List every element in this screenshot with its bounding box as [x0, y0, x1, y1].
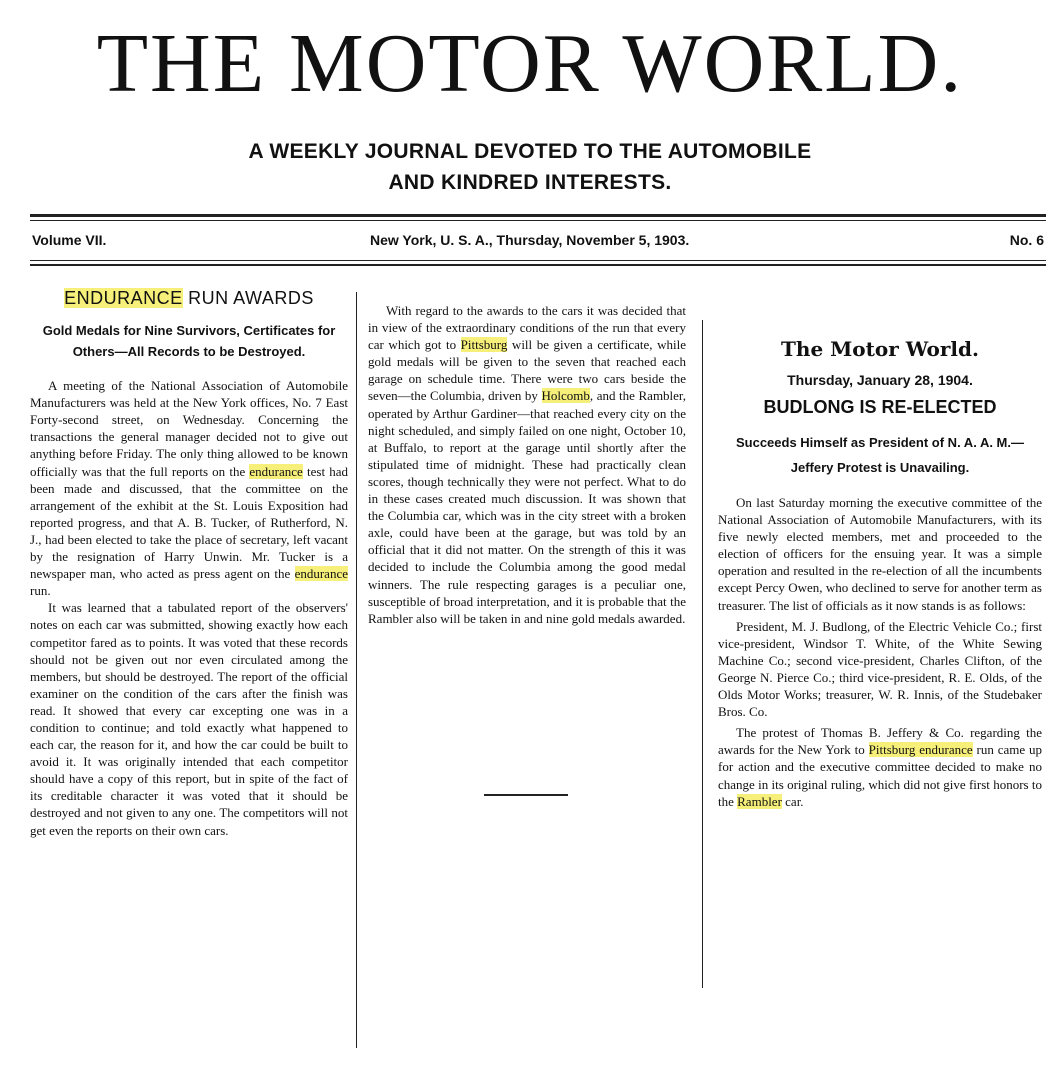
masthead-subtitle — [0, 136, 1060, 198]
article2-column — [718, 336, 1042, 810]
article1-deck: Gold Medals for Nine Survivors, Certificates for Others—All Records to be Destroyed. — [42, 323, 336, 360]
top-rule-thin — [30, 220, 1046, 221]
article2-paragraph-2: President, M. J. Budlong, of the Electric Vehicle Co.; first vice-president, Windsor T. White, of the White Sewing Machine Co.; second vice-president, Charles Clifton, of the George N. Pierce Co.; third vice-president, R. E. Olds, of the Olds Motor Works; treasurer, W. R. Innis, of the Studebaker Bros. Co. — [718, 618, 1042, 720]
article2-paragraph-3: The protest of Thomas B. Jeffery & Co. regarding the awards for the New York to Pittsburg endurance run came up for action and the executive committee decided to make no change in its original ruling, which did not give first honors to the Rambler car. — [718, 725, 1042, 809]
masthead-subtitle-line-1: A WEEKLY JOURNAL DEVOTED TO THE AUTOMOBILE — [248, 140, 812, 163]
highlight-rambler: Rambler — [737, 793, 782, 809]
dateline — [30, 232, 1046, 254]
dateline-rule-thick — [30, 264, 1046, 266]
column-divider-2 — [702, 320, 703, 988]
article1-paragraph-2: It was learned that a tabulated report of the observers' notes on each car was submitted, showing exactly how each competitor fared as to points. It was voted that these records should not be given out nor even circulated among the members, but should be destroyed. The report of the official examiner on the condition of the cars after the finish was read. It showed that every car excepting one was in a condition to continue; and told exactly what happened to each car, the reason for it, and how the car could be built to avoid it. It was originally intended that each competitor should have a copy of this report, but in spite of the fact of its creditable character it was voted that it should be destroyed and not given to any one. The competitors will not get even the reports on their own cars. — [30, 600, 348, 838]
issue-number: No. 6 — [1009, 232, 1044, 248]
article1-column-2 — [368, 302, 686, 627]
article1-headline-rest: RUN AWARDS — [182, 288, 314, 308]
column-divider-1 — [356, 292, 357, 1048]
place-date: New York, U. S. A., Thursday, November 5, 1903. — [370, 232, 690, 248]
article1-headline — [30, 290, 348, 307]
article2-paragraph-1: On last Saturday morning the executive committee of the National Association of Automobile Manufacturers, with its five newly elected members, met and proceeded to the election of officers for the ensuing year. It was a simple operation and resulted in the re-election of all the incumbents except Percy Owen, who declined to serve for another term as treasurer. The list of officials as it now stands is as follows: — [718, 495, 1042, 613]
volume-label: Volume VII. — [32, 232, 107, 248]
masthead-subtitle-line-2: AND KINDRED INTERESTS. — [388, 171, 672, 194]
article1-end-rule — [484, 794, 568, 796]
article2-date: Thursday, January 28, 1904. — [787, 372, 973, 388]
article1-paragraph-1: A meeting of the National Association of Automobile Manufacturers was held at the New York offices, No. 7 East Forty-second street, on Wednesday. Concerning the transactions the general manager decided not to give out anything before Friday. The only thing allowed to be known officially was that the full reports on the endurance test had been made and discussed, that the committee on the arrangement of the exhibit at the St. Louis Exposition had reported progress, and that A. B. Tucker, of Rutherford, N. J., had been elected to take the place of secretary, left vacant by the resignation of Harry Unwin. Mr. Tucker is a newspaper man, who acted as press agent on the endurance run. — [30, 378, 348, 599]
top-rule-thick — [30, 214, 1046, 217]
article2-headline: BUDLONG IS RE-ELECTED — [763, 397, 997, 417]
article2-deck: Succeeds Himself as President of N. A. A. M.—Jeffery Protest is Unavailing. — [735, 435, 1024, 475]
highlight-pittsburg-endurance: Pittsburg endurance — [868, 742, 973, 758]
highlight-endurance: endurance — [249, 463, 303, 479]
article1-column-1 — [30, 290, 348, 839]
highlight-endurance: endurance — [294, 566, 348, 582]
article1-headline-highlight: ENDURANCE — [64, 288, 183, 308]
highlight-holcomb: Holcomb — [541, 388, 590, 404]
dateline-rule-thin — [30, 260, 1046, 261]
masthead-title: THE MOTOR WORLD. — [96, 17, 964, 110]
article2-paper-name: The Motor World. — [781, 337, 979, 361]
article1-paragraph-3: With regard to the awards to the cars it was decided that in view of the extraordinary conditions of the run that every car which got to Pittsburg will be given a certificate, while gold medals will be given to the seven that reached each garage on schedule time. There were two cars beside the seven—the Columbia, driven by Holcomb, and the Rambler, operated by Arthur Gardiner—that reached every city on the night scheduled, and simply failed on one night, October 10, at Buffalo, to report at the garage until shortly after the stipulated time of midnight. These had practically clean scores, though technically they were not perfect. What to do in these cases created much discussion. It was shown that the Columbia car, which was in the city street with a broken axle, could have been at the garage, but was told by an official that it did not matter. On the strength of this it was decided to include the Columbia among the good medal winners. The rule respecting garages is a peculiar one, susceptible of broad interpretation, and it is probable that the Rambler also will be taken in and nine gold medals awarded. — [368, 303, 686, 626]
highlight-pittsburg: Pittsburg — [460, 337, 508, 353]
